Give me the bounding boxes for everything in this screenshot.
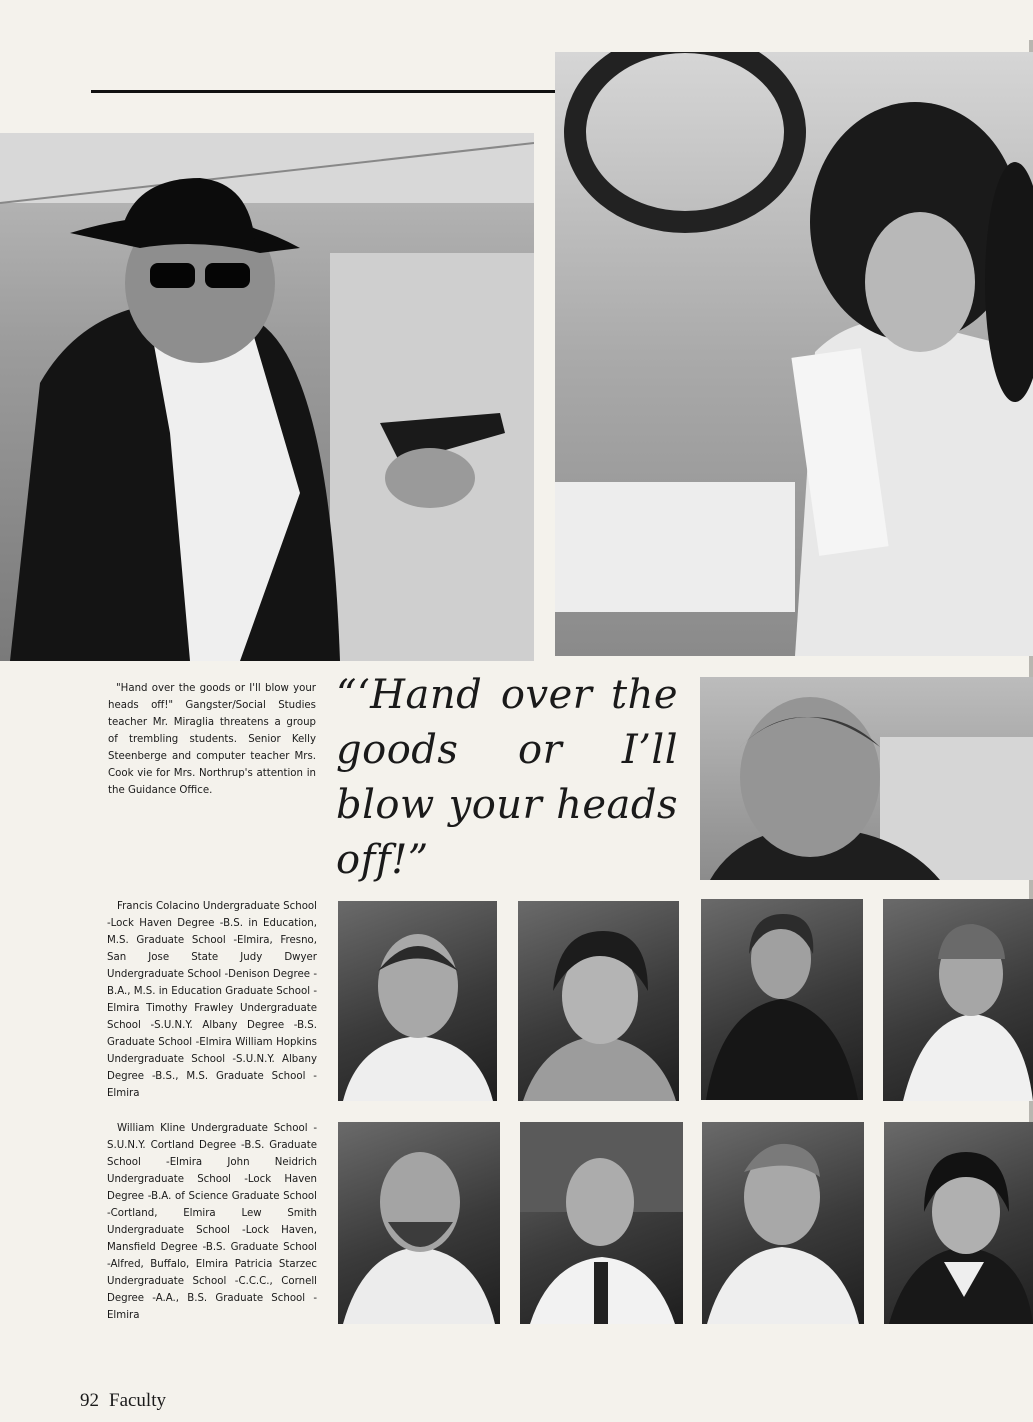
portrait-francis-colacino — [338, 901, 497, 1101]
page-number: 92 — [80, 1390, 99, 1411]
portrait-timothy-frawley — [701, 899, 863, 1100]
photo-caption: "Hand over the goods or I'll blow your heads off!" Gangster/Social Studies teacher Mr. Miraglia threatens a group of trembling students. Senior Kelly Steenberge and computer teacher Mrs. Cook vie for Mrs. Northrup's attention in the Guidance Office. — [108, 683, 316, 796]
portrait-william-kline — [338, 1122, 500, 1324]
portrait-lew-smith — [702, 1122, 864, 1324]
pull-quote: “‘Hand over the goods or I’ll blow your heads off!” — [336, 672, 678, 883]
faculty-bios-row1: Francis Colacino Undergraduate School -Lock Haven Degree -B.S. in Education, M.S. Graduate School -Elmira, Fresno, San Jose State Judy Dwyer Undergraduate School -Denison Degree -B.A., M.S. in Education Graduate School -Elmira Timothy Frawley Undergraduate School -S.U.N.Y. Albany Degree -B.S. Graduate School -Elmira William Hopkins Undergraduate School -S.U.N.Y. Albany Degree -B.S., M.S. Graduate School -Elmira — [107, 901, 317, 1099]
section-name: Faculty — [109, 1390, 166, 1411]
teacher-desk-photo — [700, 677, 1033, 880]
portrait-patricia-starzec — [884, 1122, 1033, 1324]
page-footer — [80, 1390, 176, 1412]
portrait-william-hopkins — [883, 899, 1033, 1101]
faculty-bios-row2: William Kline Undergraduate School -S.U.N.Y. Cortland Degree -B.S. Graduate School -Elmira John Neidrich Undergraduate School -Lock Haven Degree -B.A. of Science Graduate School -Cortland, Elmira Lew Smith Undergraduate School -Lock Haven, Mansfield Degree -B.S. Graduate School -Alfred, Buffalo, Elmira Patricia Starzec Undergraduate School -C.C.C., Cornell Degree -A.A., B.S. Graduate School -Elmira — [107, 1123, 317, 1321]
portrait-judy-dwyer — [518, 901, 679, 1101]
guidance-office-photo — [555, 52, 1033, 656]
gangster-teacher-photo — [0, 133, 534, 661]
portrait-john-neidrich — [520, 1122, 683, 1324]
header-rule — [91, 90, 555, 93]
